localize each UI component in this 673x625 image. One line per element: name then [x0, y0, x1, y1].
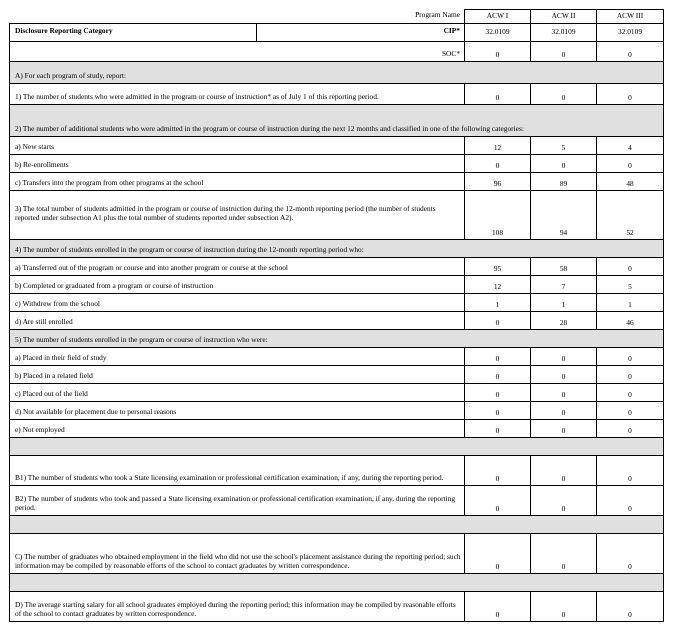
a4c-acw3: 1: [597, 294, 664, 312]
a4c-acw2: 1: [531, 294, 597, 312]
a5d-acw3: 0: [597, 402, 664, 420]
b2-row: [10, 486, 664, 516]
a1-acw2: 0: [531, 84, 597, 105]
a4b-label: b) Completed or graduated from a program or course of instruction: [10, 276, 465, 294]
b1-acw3: 0: [597, 456, 664, 486]
a3-label: 3) The total number of students admitted in the program or course of instruction during the 12-month reporting period (the number of students reported under subsection A1 plus the total number of students reported under subsection A2).: [10, 191, 465, 240]
a1-label: 1) The number of students who were admitted in the program or course of instruction* as of July 1 of this reporting period.: [10, 84, 465, 105]
section-a-header: [10, 62, 664, 84]
program-name-row: [10, 10, 664, 24]
a2-row-new-starts: [10, 137, 664, 155]
program-acw3: ACW III: [597, 10, 664, 24]
d-acw3: 0: [597, 592, 664, 622]
c-acw1: 0: [465, 534, 531, 574]
b1-row: [10, 456, 664, 486]
c-acw2: 0: [531, 534, 597, 574]
a4d-acw1: 0: [465, 312, 531, 330]
a5d-acw2: 0: [531, 402, 597, 420]
section-b-divider: [10, 438, 664, 456]
b1-acw1: 0: [465, 456, 531, 486]
a2a-label: a) New starts: [10, 137, 465, 155]
a1-row: [10, 84, 664, 105]
a2-row-reenrollments: [10, 155, 664, 173]
a4-title: 4) The number of students enrolled in the program or course of instruction during the 12-month reporting period who:: [10, 240, 664, 258]
a4-row-still-enrolled: [10, 312, 664, 330]
cip-row: [10, 24, 664, 42]
d-acw2: 0: [531, 592, 597, 622]
d-acw1: 0: [465, 592, 531, 622]
a2c-acw3: 48: [597, 173, 664, 191]
a5d-acw1: 0: [465, 402, 531, 420]
a5e-acw2: 0: [531, 420, 597, 438]
a5d-label: d) Not available for placement due to personal reasons: [10, 402, 465, 420]
b2-label: B2) The number of students who took and passed a State licensing examination or professional certification examination, if any, during the reporting period.: [10, 486, 465, 516]
a3-acw2: 94: [531, 191, 597, 240]
a2b-acw2: 0: [531, 155, 597, 173]
b2-acw2: 0: [531, 486, 597, 516]
soc-acw3: 0: [597, 42, 664, 62]
a5a-label: a) Placed in their field of study: [10, 348, 465, 366]
a5e-acw3: 0: [597, 420, 664, 438]
a2c-label: c) Transfers into the program from other programs at the school: [10, 173, 465, 191]
c-label: C) The number of graduates who obtained employment in the field who did not use the school's placement assistance during the reporting period; such information may be compiled by reasonable efforts of the school to contact graduates by written correspondence.: [10, 534, 465, 574]
program-acw2: ACW II: [531, 10, 597, 24]
a3-acw1: 108: [465, 191, 531, 240]
a4a-acw3: 0: [597, 258, 664, 276]
cip-acw1: 32.0109: [465, 24, 531, 42]
a4c-acw1: 1: [465, 294, 531, 312]
a4b-acw1: 12: [465, 276, 531, 294]
a5b-label: b) Placed in a related field: [10, 366, 465, 384]
b2-acw1: 0: [465, 486, 531, 516]
cip-acw3: 32.0109: [597, 24, 664, 42]
cip-label: CIP*: [257, 24, 465, 42]
a5-row-not-available: [10, 402, 664, 420]
a4b-acw3: 5: [597, 276, 664, 294]
a5b-acw1: 0: [465, 366, 531, 384]
a2-header: [10, 105, 664, 137]
c-acw3: 0: [597, 534, 664, 574]
a2b-label: b) Re-enrollments: [10, 155, 465, 173]
a5a-acw1: 0: [465, 348, 531, 366]
a2-row-transfers: [10, 173, 664, 191]
category-label: Disclosure Reporting Category: [10, 24, 257, 42]
program-name-label: Program Name: [10, 10, 465, 24]
a4a-acw2: 58: [531, 258, 597, 276]
a5-row-related-field: [10, 366, 664, 384]
section-c-spacer: [10, 516, 664, 534]
a5-row-out-of-field: [10, 384, 664, 402]
a3-row: [10, 191, 664, 240]
a5c-label: c) Placed out of the field: [10, 384, 465, 402]
a4a-label: a) Transferred out of the program or course and into another program or course at the school: [10, 258, 465, 276]
a2c-acw2: 89: [531, 173, 597, 191]
section-d-divider: [10, 574, 664, 592]
b1-label: B1) The number of students who took a State licensing examination or professional certification examination, if any, during the reporting period.: [10, 456, 465, 486]
section-b-spacer: [10, 438, 664, 456]
a5b-acw2: 0: [531, 366, 597, 384]
soc-row: [10, 42, 664, 62]
a4b-acw2: 7: [531, 276, 597, 294]
d-label: D) The average starting salary for all school graduates employed during the reporting period; this information may be compiled by reasonable efforts of the school to contact graduates by written correspondence.: [10, 592, 465, 622]
a2c-acw1: 96: [465, 173, 531, 191]
a1-acw3: 0: [597, 84, 664, 105]
section-a-title: A) For each program of study, report:: [10, 62, 664, 84]
a5a-acw2: 0: [531, 348, 597, 366]
a5c-acw1: 0: [465, 384, 531, 402]
a4-row-withdrew: [10, 294, 664, 312]
b2-acw3: 0: [597, 486, 664, 516]
a4-row-transferred-out: [10, 258, 664, 276]
soc-label: SOC*: [10, 42, 465, 62]
a1-acw1: 0: [465, 84, 531, 105]
a4c-label: c) Withdrew from the school: [10, 294, 465, 312]
a4-row-completed: [10, 276, 664, 294]
a2a-acw2: 5: [531, 137, 597, 155]
a5c-acw3: 0: [597, 384, 664, 402]
a4-header: [10, 240, 664, 258]
a4d-label: d) Are still enrolled: [10, 312, 465, 330]
a5e-label: e) Not employed: [10, 420, 465, 438]
a4d-acw3: 46: [597, 312, 664, 330]
program-acw1: ACW I: [465, 10, 531, 24]
a2-title: 2) The number of additional students who were admitted in the program or course of instruction during the next 12 months and classified in one of the following categories:: [10, 105, 664, 137]
disclosure-table: [9, 9, 664, 622]
a2a-acw1: 12: [465, 137, 531, 155]
soc-acw1: 0: [465, 42, 531, 62]
a5-header: [10, 330, 664, 348]
a5b-acw3: 0: [597, 366, 664, 384]
section-c-divider: [10, 516, 664, 534]
a4d-acw2: 28: [531, 312, 597, 330]
a5-title: 5) The number of students enrolled in the program or course of instruction who were:: [10, 330, 664, 348]
cip-acw2: 32.0109: [531, 24, 597, 42]
section-d-spacer: [10, 574, 664, 592]
a5c-acw2: 0: [531, 384, 597, 402]
a5-row-placed-field: [10, 348, 664, 366]
soc-acw2: 0: [531, 42, 597, 62]
d-row: [10, 592, 664, 622]
a5a-acw3: 0: [597, 348, 664, 366]
a2a-acw3: 4: [597, 137, 664, 155]
a5-row-not-employed: [10, 420, 664, 438]
a2b-acw1: 0: [465, 155, 531, 173]
a2b-acw3: 0: [597, 155, 664, 173]
a5e-acw1: 0: [465, 420, 531, 438]
a4a-acw1: 95: [465, 258, 531, 276]
a3-acw3: 52: [597, 191, 664, 240]
c-row: [10, 534, 664, 574]
b1-acw2: 0: [531, 456, 597, 486]
